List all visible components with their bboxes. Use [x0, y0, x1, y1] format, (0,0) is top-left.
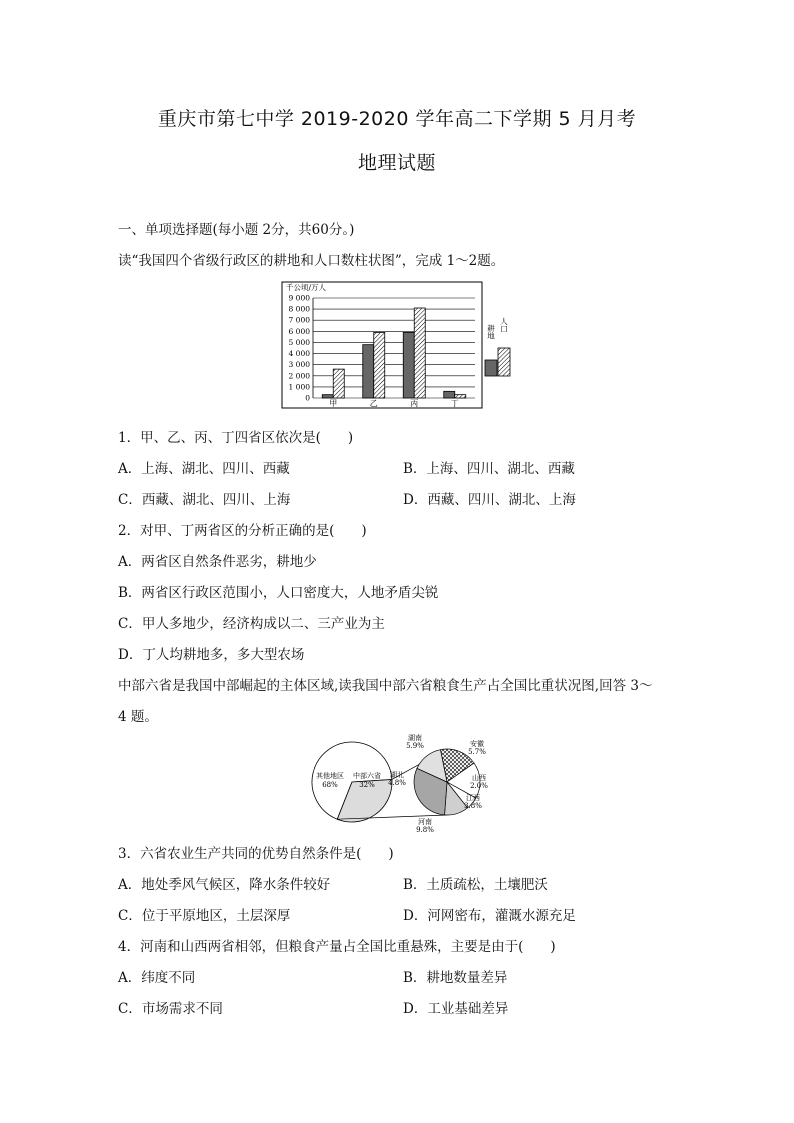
q3-option-b: B．土质疏松，土壤肥沃 [403, 877, 548, 893]
bar-ylabel: 千公顷/万人 [286, 283, 327, 292]
pie-label-中部六省: 中部六省 [353, 772, 381, 780]
q2-option-d: D．丁人均耕地多，多大型农场 [118, 647, 305, 663]
exam-title: 重庆市第七中学 2019-2020 学年高二下学期 5 月月考 [157, 108, 637, 130]
y-tick-label: 7 000 [288, 315, 310, 325]
q2-option-c: C．甲人多地少，经济构成以二、三产业为主 [118, 616, 385, 632]
legend-label-耕地: 耕地 [486, 324, 496, 340]
bar-人口-丁 [455, 395, 466, 398]
y-tick-label: 5 000 [288, 337, 310, 347]
pie-label-其他地区: 其他地区 [316, 772, 344, 780]
legend-swatch-人口 [498, 348, 510, 376]
q1-option-b: B．上海、四川、湖北、西藏 [403, 461, 575, 477]
bar-耕地-丙 [403, 332, 414, 398]
bar-人口-丙 [414, 308, 425, 398]
q1-stem: 1．甲、乙、丙、丁四省区依次是( ) [118, 430, 354, 446]
q3-option-d: D．河网密布，灌溉水源充足 [403, 908, 576, 924]
x-tick-label: 乙 [369, 399, 378, 408]
y-tick-label: 6 000 [288, 326, 310, 336]
bar-耕地-乙 [363, 345, 374, 398]
pie-value-湖南: 5.9% [406, 742, 424, 750]
pie-value-中部六省: 32% [359, 781, 375, 789]
q2-option-a: A．两省区自然条件恶劣，耕地少 [118, 554, 317, 570]
bar-耕地-甲 [322, 395, 333, 398]
y-tick-label: 0 [305, 393, 310, 403]
q3-stem: 3．六省农业生产共同的优势自然条件是( ) [118, 846, 394, 862]
pie-value-山西: 2.0% [470, 782, 488, 790]
q1-option-d: D．西藏、四川、湖北、上海 [403, 492, 576, 508]
pie-value-河南: 9.8% [416, 826, 434, 832]
pie-label-安徽: 安徽 [470, 740, 484, 748]
x-tick-label: 甲 [329, 399, 338, 408]
q3-option-a: A．地处季风气候区，降水条件较好 [118, 877, 331, 893]
pie-value-江西: 3.8% [464, 802, 482, 810]
y-tick-label: 3 000 [288, 360, 310, 370]
pie-chart-figure [305, 732, 505, 832]
y-tick-label: 1 000 [288, 382, 310, 392]
bar-人口-甲 [333, 369, 344, 398]
pie-label-江西: 江西 [466, 794, 480, 802]
legend-label-人口: 人口 [499, 317, 509, 333]
q3-option-c: C．位于平原地区，土层深厚 [118, 908, 291, 924]
q1-option-c: C．西藏、湖北、四川、上海 [118, 492, 291, 508]
pie-value-湖北: 4.8% [388, 779, 406, 787]
pie-label-湖北: 湖北 [390, 771, 404, 779]
q1-option-a: A．上海、湖北、四川、西藏 [118, 461, 290, 477]
pie-value-安徽: 5.7% [468, 748, 486, 756]
y-tick-label: 2 000 [288, 371, 310, 381]
q2-option-b: B．两省区行政区范围小，人口密度大，人地矛盾尖锐 [118, 585, 439, 601]
bar-chart-figure [280, 280, 520, 412]
legend-swatch-耕地 [485, 360, 497, 376]
pie-label-山西: 山西 [472, 774, 486, 782]
q4-option-d: D．工业基础差异 [403, 1001, 509, 1017]
exam-subject-title: 地理试题 [357, 152, 436, 174]
section-heading: 一、单项选择题(每小题 2分，共60分。) [118, 222, 355, 238]
intro-bar-chart: 读“我国四个省级行政区的耕地和人口数柱状图”，完成 1～2题。 [118, 253, 505, 269]
q4-option-b: B．耕地数量差异 [403, 970, 508, 986]
intro-pie-chart-line1: 中部六省是我国中部崛起的主体区域,读我国中部六省粮食生产占全国比重状况图,回答 3～ [118, 678, 653, 694]
q4-option-a: A．纬度不同 [118, 970, 196, 986]
x-tick-label: 丁 [450, 399, 459, 408]
pie-value-其他地区: 68% [322, 781, 338, 789]
y-tick-label: 8 000 [288, 304, 310, 314]
x-tick-label: 丙 [410, 399, 419, 408]
bar-人口-乙 [374, 332, 385, 398]
y-tick-label: 9 000 [288, 293, 310, 303]
intro-pie-chart-line2: 4 题。 [118, 709, 158, 725]
q4-option-c: C．市场需求不同 [118, 1001, 223, 1017]
bar-耕地-丁 [444, 391, 455, 398]
y-tick-label: 4 000 [288, 349, 310, 359]
pie-label-河南: 河南 [418, 818, 432, 826]
q2-stem: 2．对甲、丁两省区的分析正确的是( ) [118, 523, 367, 539]
pie-label-湖南: 湖南 [408, 734, 422, 742]
q4-stem: 4．河南和山西两省相邻，但粮食产量占全国比重悬殊，主要是由于( ) [118, 939, 556, 955]
